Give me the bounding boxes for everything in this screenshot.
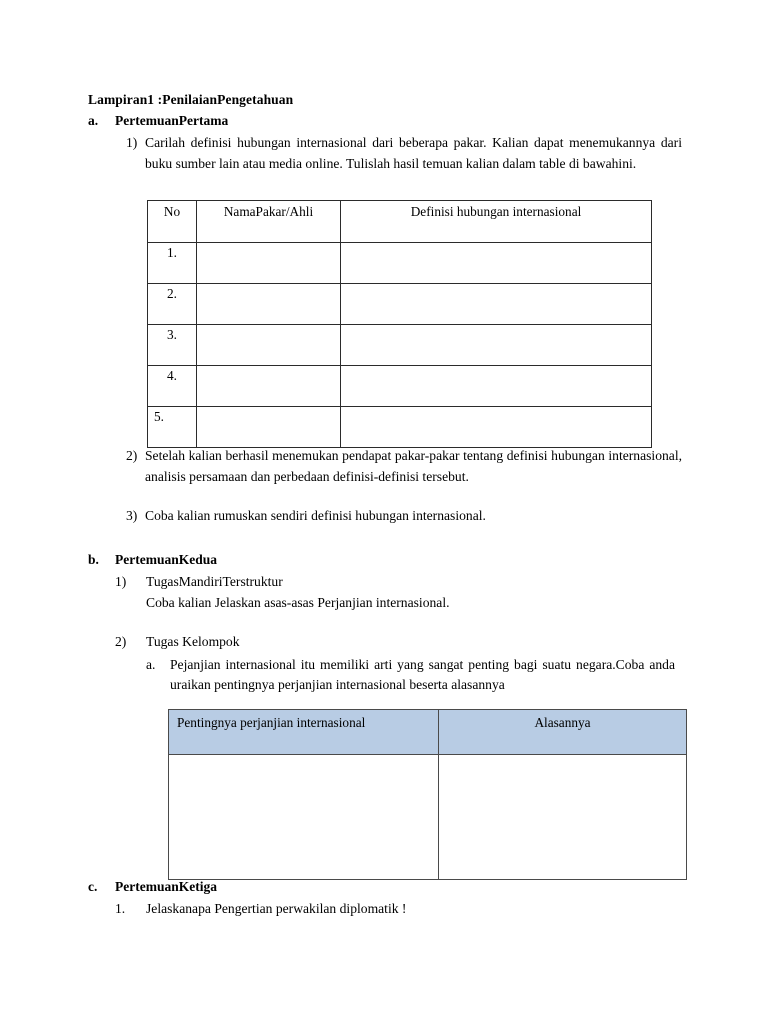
table-perjanjian-header-pentingnya: Pentingnya perjanjian internasional	[169, 710, 439, 755]
list-marker-b2a: a.	[146, 656, 156, 672]
list-marker-a3: 3)	[126, 508, 138, 523]
list-item-a1	[126, 133, 682, 174]
list-text-a2: Setelah kalian berhasil menemukan pendapat pakar-pakar tentang definisi hubungan internasional, analisis persamaan dan perbedaan definisi-definisi tersebut.	[145, 448, 682, 484]
section-marker-c: c.	[88, 879, 98, 894]
table-perjanjian-header-alasannya: Alasannya	[439, 710, 687, 755]
table-perjanjian-cell-alasannya[interactable]	[439, 755, 687, 880]
section-marker-b: b.	[88, 552, 99, 567]
table-pakar-header-no: No	[148, 201, 197, 243]
section-label-a: PertemuanPertama	[115, 113, 229, 128]
list-body-b1	[146, 572, 675, 613]
table-row	[148, 284, 652, 325]
list-text-a1: Carilah definisi hubungan internasional dari beberapa pakar. Kalian dapat menemukannya dari buku sumber lain atau media online. Tulislah hasil temuan kalian dalam table di bawahini.	[145, 135, 682, 171]
section-heading-c	[88, 879, 217, 895]
table-perjanjian-cell-pentingnya[interactable]	[169, 755, 439, 880]
list-item-b2a	[146, 655, 675, 696]
table-row	[148, 243, 652, 284]
list-text-c1: Jelaskanapa Pengertian perwakilan diplomatik !	[146, 901, 407, 916]
table-pakar-cell-definisi[interactable]	[341, 366, 652, 407]
table-pakar-cell-no: 1.	[148, 243, 197, 284]
table-pakar-cell-definisi[interactable]	[341, 407, 652, 448]
table-pakar-cell-nama[interactable]	[197, 243, 341, 284]
table-pakar-cell-no: 4.	[148, 366, 197, 407]
table-pakar-header-definisi: Definisi hubungan internasional	[341, 201, 652, 243]
section-label-b: PertemuanKedua	[115, 552, 217, 567]
table-pakar-cell-nama[interactable]	[197, 366, 341, 407]
table-pakar-cell-definisi[interactable]	[341, 284, 652, 325]
list-body-b2	[146, 632, 675, 696]
list-item-b2	[115, 632, 675, 696]
table-pakar-header-row	[148, 201, 652, 243]
table-row	[148, 366, 652, 407]
section-label-c: PertemuanKetiga	[115, 879, 217, 894]
list-title-b2: Tugas Kelompok	[146, 634, 240, 649]
table-pakar-cell-no: 2.	[148, 284, 197, 325]
table-pakar-cell-nama[interactable]	[197, 407, 341, 448]
table-row	[169, 755, 687, 880]
table-pakar-cell-nama[interactable]	[197, 325, 341, 366]
table-pakar-cell-no: 3.	[148, 325, 197, 366]
list-item-c1	[115, 899, 675, 920]
section-heading-a	[88, 113, 228, 129]
page-title: Lampiran1 :PenilaianPengetahuan	[88, 92, 294, 107]
list-marker-c1: 1.	[115, 901, 126, 916]
table-pakar	[147, 200, 652, 448]
list-text-a3: Coba kalian rumuskan sendiri definisi hubungan internasional.	[145, 508, 486, 523]
list-marker-a1: 1)	[126, 135, 138, 150]
table-pakar-cell-definisi[interactable]	[341, 325, 652, 366]
table-pakar-cell-no: 5.	[148, 407, 197, 448]
table-perjanjian	[168, 709, 687, 880]
table-pakar-cell-nama[interactable]	[197, 284, 341, 325]
table-row	[148, 407, 652, 448]
list-item-b1	[115, 572, 675, 613]
list-item-a2	[126, 446, 682, 487]
section-heading-b	[88, 552, 217, 568]
list-marker-a2: 2)	[126, 448, 138, 463]
section-marker-a: a.	[88, 113, 99, 128]
list-item-a3	[126, 506, 682, 527]
table-pakar-cell-definisi[interactable]	[341, 243, 652, 284]
table-row	[148, 325, 652, 366]
list-text-b1: Coba kalian Jelaskan asas-asas Perjanjian internasional.	[146, 594, 450, 610]
list-text-b2a: Pejanjian internasional itu memiliki arti yang sangat penting bagi suatu negara.Coba anda uraikan pentingnya perjanjian internasional beserta alasannya	[170, 656, 675, 692]
list-title-b1: TugasMandiriTerstruktur	[146, 574, 283, 589]
table-pakar-header-nama: NamaPakar/Ahli	[197, 201, 341, 243]
table-perjanjian-header-row	[169, 710, 687, 755]
list-marker-b2: 2)	[115, 634, 127, 649]
list-marker-b1: 1)	[115, 574, 127, 589]
